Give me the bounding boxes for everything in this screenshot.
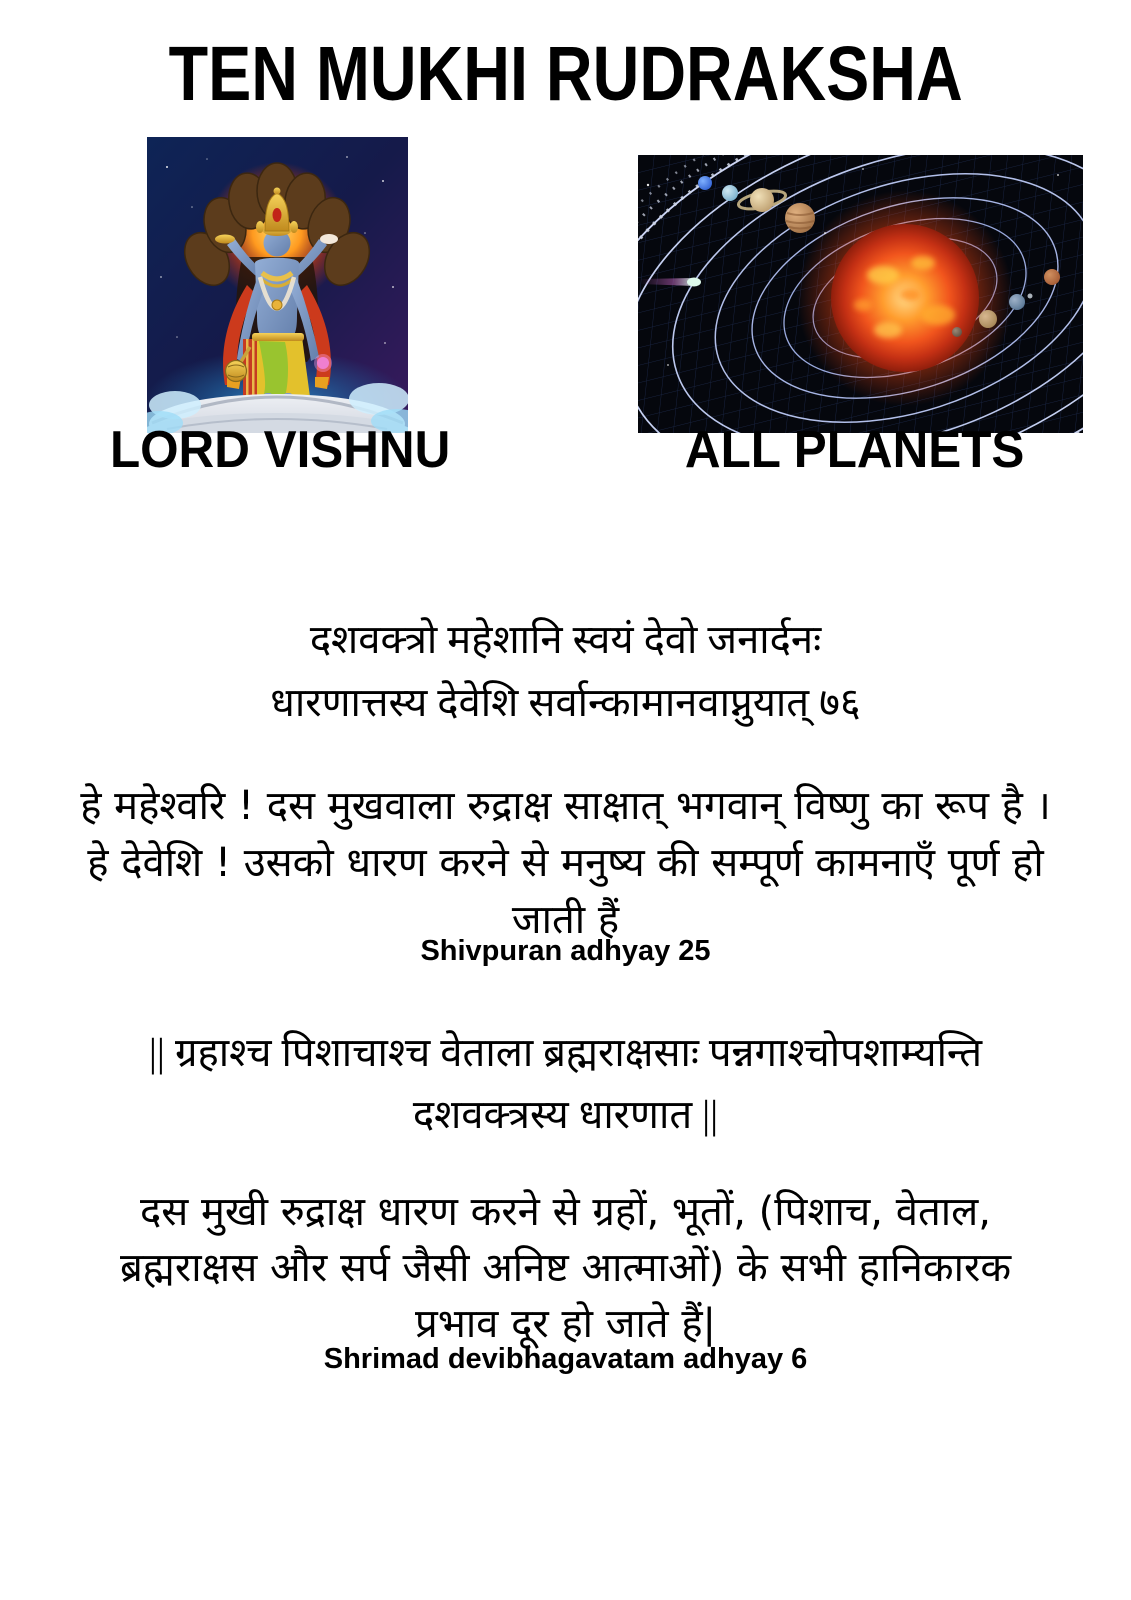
shloka-1-line-1: दशवक्त्रो महेशानि स्वयं देवो जनार्दनः xyxy=(309,617,822,662)
solar-system-image xyxy=(638,155,1083,433)
planet-mercury xyxy=(952,327,962,337)
meaning-1 xyxy=(0,778,1131,949)
shloka-1 xyxy=(0,608,1131,734)
planet-uranus xyxy=(722,185,738,201)
meaning-2 xyxy=(0,1184,1131,1352)
planet-mars xyxy=(1044,269,1060,285)
shloka-2 xyxy=(0,1022,1131,1146)
planets-caption xyxy=(665,421,1045,479)
lotus xyxy=(314,354,332,372)
meaning-1-line-1: हे महेश्वरि ! दस मुखवाला रुद्राक्ष साक्षात् भगवान् विष्णु का रूप है । xyxy=(80,783,1051,829)
vishnu-caption xyxy=(100,421,460,479)
planet-venus xyxy=(979,310,997,328)
shloka-1-line-2: धारणात्तस्य देवेशि सर्वान्कामानवाप्नुयात् ७६ xyxy=(270,680,861,725)
planets-caption-text: ALL PLANETS xyxy=(685,421,1025,479)
meaning-2-line-1: दस मुखी रुद्राक्ष धारण करने से ग्रहों, भूतों, (पिशाच, वेताल, xyxy=(140,1189,991,1235)
meaning-2-line-3: प्रभाव दूर हो जाते हैं| xyxy=(414,1301,717,1347)
vishnu-caption-text: LORD VISHNU xyxy=(109,421,451,479)
lord-vishnu-image xyxy=(147,137,408,433)
shloka-2-line-2: दशवक्त्रस्य धारणात || xyxy=(412,1092,719,1137)
source-shivpuran: Shivpuran adhyay 25 xyxy=(420,935,711,967)
shloka-2-line-1: || ग्रहाश्च पिशाचाश्च वेताला ब्रह्मराक्षसाः पन्नगाश्चोपशाम्यन्ति xyxy=(148,1030,983,1075)
meaning-1-line-2: हे देवेशि ! उसको धारण करने से मनुष्य की सम्पूर्ण कामनाएँ पूर्ण हो xyxy=(87,840,1044,886)
meaning-2-line-2: ब्रह्मराक्षस और सर्प जैसी अनिष्ट आत्माओं) के सभी हानिकारक xyxy=(119,1245,1012,1291)
planet-jupiter xyxy=(785,203,815,233)
planet-neptune xyxy=(698,176,712,190)
page-title-text: TEN MUKHI RUDRAKSHA xyxy=(168,31,963,117)
dhoti xyxy=(243,333,310,397)
moon xyxy=(1028,294,1033,299)
meaning-1-line-3: जाती हैं xyxy=(511,897,620,943)
planet-earth xyxy=(1009,294,1025,310)
page-title xyxy=(0,31,1131,117)
source-devibhagavatam: Shrimad devibhagavatam adhyay 6 xyxy=(323,1343,808,1375)
